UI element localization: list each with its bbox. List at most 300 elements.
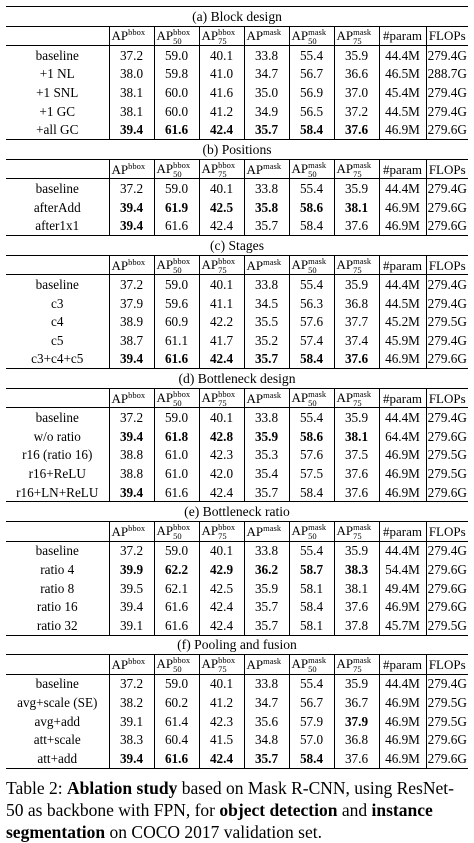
table-cell: 279.5G bbox=[427, 695, 467, 711]
col-header-flops: FLOPs bbox=[426, 388, 468, 408]
col-header-ap-bbox bbox=[109, 388, 154, 408]
caption-bold-detection: object detection bbox=[219, 799, 338, 820]
col-header-ap75-bbox bbox=[199, 655, 244, 675]
col-header-sup: bbox bbox=[128, 256, 146, 267]
table-cell: 46.9M bbox=[379, 483, 426, 502]
col-header-ap75-mask bbox=[334, 159, 379, 179]
table-cell: 60.0 bbox=[154, 83, 199, 102]
table-cell: 45.4M bbox=[379, 83, 426, 102]
table-cell: 42.4 bbox=[199, 597, 244, 616]
table-cell: 33.8 bbox=[244, 275, 289, 294]
table-cell: 39.9 bbox=[109, 560, 154, 579]
table-cell: 37.6 bbox=[334, 749, 379, 768]
table-cell: 46.9M bbox=[379, 464, 426, 483]
table-cell: 37.2 bbox=[109, 275, 154, 294]
col-header-sup: bbox bbox=[173, 26, 191, 37]
col-header-ap50-mask bbox=[289, 522, 334, 542]
col-header-supsub bbox=[218, 655, 242, 675]
row-label: baseline bbox=[6, 541, 109, 560]
col-header-ap-bbox bbox=[109, 255, 154, 275]
table-cell: 34.9 bbox=[244, 102, 289, 121]
table-cell: 55.4 bbox=[289, 46, 334, 65]
row-label: r16 (ratio 16) bbox=[22, 447, 93, 463]
table-cell: 42.4 bbox=[199, 749, 244, 768]
table-row bbox=[6, 464, 468, 483]
col-header-ap: AP bbox=[201, 523, 219, 539]
table-cell: 37.2 bbox=[109, 46, 154, 65]
col-header-ap50-bbox bbox=[154, 522, 199, 542]
table-cell: 41.7 bbox=[199, 331, 244, 350]
table-cell: 59.6 bbox=[154, 294, 199, 313]
col-header-ap: AP bbox=[246, 161, 264, 177]
table-cell: 37.6 bbox=[334, 350, 379, 369]
table-cell: 279.5G bbox=[427, 465, 467, 481]
table-cell: 58.4 bbox=[289, 217, 334, 236]
col-header-sub: 75 bbox=[218, 35, 227, 46]
table-cell: 58.7 bbox=[289, 560, 334, 579]
table-row bbox=[6, 331, 468, 350]
col-header-sub: 50 bbox=[173, 398, 182, 409]
table-cell: 44.5M bbox=[379, 294, 426, 313]
col-header-supsub bbox=[353, 256, 377, 276]
col-header-ap-mask bbox=[244, 388, 289, 408]
col-header-param: #param bbox=[379, 26, 426, 46]
table-cell: 37.0 bbox=[334, 83, 379, 102]
row-label: avg+scale (SE) bbox=[17, 695, 98, 711]
col-header-sup: bbox bbox=[218, 522, 236, 533]
table-cell: 58.4 bbox=[289, 749, 334, 768]
col-header-ap75-bbox bbox=[199, 388, 244, 408]
caption-bold-segmentation: instance segmentation bbox=[6, 799, 433, 842]
col-header-ap50-bbox bbox=[154, 159, 199, 179]
table-cell: 33.8 bbox=[244, 541, 289, 560]
table-cell: 42.2 bbox=[199, 313, 244, 332]
table-cell: 46.9M bbox=[379, 446, 426, 465]
table-cell: 59.8 bbox=[154, 65, 199, 84]
table-cell: 279.6G bbox=[427, 580, 467, 596]
section-title-row bbox=[6, 635, 468, 655]
table-cell: 59.0 bbox=[154, 275, 199, 294]
section-title-row bbox=[6, 369, 468, 389]
table-cell: 279.4G bbox=[426, 179, 468, 198]
caption-text-1: based on Mask R-CNN, using ResNet-50 as backbone with FPN, for bbox=[6, 777, 454, 820]
table-cell: 35.7 bbox=[244, 350, 289, 369]
col-header-supsub bbox=[218, 26, 242, 46]
table-row bbox=[6, 83, 468, 102]
table-cell: 38.1 bbox=[109, 83, 154, 102]
table-cell: 61.6 bbox=[154, 217, 199, 236]
table-cell: 56.7 bbox=[289, 65, 334, 84]
table-cell: 39.4 bbox=[109, 350, 154, 369]
col-header-supsub bbox=[308, 655, 332, 675]
table-cell: 61.8 bbox=[154, 427, 199, 446]
col-header-sup: mask bbox=[308, 522, 327, 533]
table-row bbox=[6, 693, 468, 712]
table-cell: 59.0 bbox=[154, 674, 199, 693]
table-cell: 39.4 bbox=[109, 749, 154, 768]
col-header-sup: bbox bbox=[218, 256, 236, 267]
table-cell: 60.9 bbox=[154, 313, 199, 332]
table-cell: 42.0 bbox=[199, 464, 244, 483]
col-header-supsub bbox=[173, 389, 197, 409]
col-header-supsub bbox=[218, 160, 242, 180]
table-cell: 58.6 bbox=[289, 198, 334, 217]
table-cell: 279.4G bbox=[426, 46, 468, 65]
table-cell: 38.1 bbox=[334, 198, 379, 217]
row-label: ratio 4 bbox=[40, 561, 75, 577]
col-header-supsub bbox=[173, 655, 197, 675]
table-cell: 56.5 bbox=[289, 102, 334, 121]
table-cell: 39.4 bbox=[109, 427, 154, 446]
col-header-sub: 50 bbox=[173, 664, 182, 675]
table-row bbox=[6, 217, 468, 236]
col-header-supsub bbox=[173, 522, 197, 542]
col-header-supsub bbox=[308, 256, 332, 276]
table-cell: 34.7 bbox=[244, 65, 289, 84]
col-header-empty bbox=[6, 159, 109, 179]
row-label: after1x1 bbox=[35, 218, 80, 234]
col-header-empty bbox=[6, 255, 109, 275]
table-cell: 55.4 bbox=[289, 275, 334, 294]
col-header-sup: mask bbox=[308, 26, 327, 37]
col-header-ap: AP bbox=[111, 656, 129, 672]
table-row bbox=[6, 731, 468, 750]
table-cell: 41.5 bbox=[199, 731, 244, 750]
table-cell: 35.6 bbox=[244, 712, 289, 731]
col-header-sup: mask bbox=[263, 655, 282, 666]
col-header-supsub bbox=[218, 522, 242, 542]
section-title: (a) Block design bbox=[6, 7, 468, 27]
table-cell: 34.7 bbox=[244, 693, 289, 712]
col-header-ap: AP bbox=[156, 390, 174, 406]
col-header-ap50-mask bbox=[289, 159, 334, 179]
table-cell: 38.1 bbox=[334, 427, 379, 446]
col-header-ap50-bbox bbox=[154, 255, 199, 275]
table-cell: 37.6 bbox=[334, 464, 379, 483]
col-header-sup: mask bbox=[353, 160, 372, 171]
table-cell: 279.6G bbox=[426, 483, 468, 502]
table-cell: 57.9 bbox=[289, 712, 334, 731]
col-header-supsub bbox=[353, 655, 377, 675]
table-cell: 37.7 bbox=[334, 313, 379, 332]
table-cell: 279.6G bbox=[426, 749, 468, 768]
table-cell: 35.0 bbox=[244, 83, 289, 102]
table-cell: 49.4M bbox=[379, 579, 426, 598]
table-cell: 35.9 bbox=[334, 179, 379, 198]
col-header-empty bbox=[6, 26, 109, 46]
table-cell: 41.6 bbox=[199, 83, 244, 102]
table-cell: 36.8 bbox=[334, 294, 379, 313]
col-header-sub: 50 bbox=[308, 35, 317, 46]
table-cell: 44.4M bbox=[379, 46, 426, 65]
table-cell: 279.6G bbox=[427, 599, 467, 615]
col-header-ap: AP bbox=[291, 161, 309, 177]
table-cell: 40.1 bbox=[199, 46, 244, 65]
table-cell: 38.1 bbox=[334, 579, 379, 598]
table-row bbox=[6, 350, 468, 369]
col-header-sup: mask bbox=[263, 256, 282, 267]
col-header-ap: AP bbox=[111, 161, 129, 177]
table-cell: 279.6G bbox=[427, 428, 467, 444]
caption-bold-ablation: Ablation study bbox=[66, 777, 178, 798]
table-cell: 62.1 bbox=[154, 579, 199, 598]
table-cell: 40.1 bbox=[199, 275, 244, 294]
table-cell: 279.6G bbox=[426, 350, 468, 369]
col-header-sub: 75 bbox=[218, 265, 227, 276]
col-header-ap75-mask bbox=[334, 655, 379, 675]
table-cell: 36.8 bbox=[334, 731, 379, 750]
table-cell: 46.9M bbox=[379, 731, 426, 750]
table-cell: 38.7 bbox=[109, 331, 154, 350]
table-cell: 59.0 bbox=[154, 541, 199, 560]
col-header-sup: bbox bbox=[218, 160, 236, 171]
col-header-ap-bbox bbox=[109, 159, 154, 179]
col-header-ap50-bbox bbox=[154, 655, 199, 675]
table-cell: 37.8 bbox=[334, 616, 379, 635]
col-header-supsub bbox=[353, 160, 377, 180]
table-cell: 46.9M bbox=[379, 693, 426, 712]
table-cell: 54.4M bbox=[379, 560, 426, 579]
col-header-ap: AP bbox=[201, 656, 219, 672]
table-cell: 46.5M bbox=[379, 65, 426, 84]
col-header-sup: bbox bbox=[173, 522, 191, 533]
column-header-row bbox=[6, 159, 468, 179]
table-row bbox=[6, 102, 468, 121]
table-cell: 279.6G bbox=[426, 217, 468, 236]
col-header-sub: 50 bbox=[173, 35, 182, 46]
col-header-ap: AP bbox=[246, 523, 264, 539]
table-cell: 279.4G bbox=[427, 85, 467, 101]
table-cell: 55.4 bbox=[289, 674, 334, 693]
table-cell: 42.8 bbox=[199, 427, 244, 446]
col-header-param: #param bbox=[379, 655, 426, 675]
col-header-sub: 75 bbox=[218, 531, 227, 542]
table-cell: 279.5G bbox=[427, 713, 467, 729]
col-header-ap50-mask bbox=[289, 388, 334, 408]
col-header-sup: bbox bbox=[128, 655, 146, 666]
col-header-empty bbox=[6, 655, 109, 675]
table-cell: 279.6G bbox=[427, 732, 467, 748]
col-header-sub: 75 bbox=[353, 35, 362, 46]
table-cell: 279.5G bbox=[426, 616, 468, 635]
table-cell: 56.3 bbox=[289, 294, 334, 313]
table-cell: 38.0 bbox=[109, 65, 154, 84]
col-header-sub: 75 bbox=[353, 265, 362, 276]
col-header-ap: AP bbox=[156, 656, 174, 672]
col-header-sup: bbox bbox=[173, 256, 191, 267]
table-cell: 44.4M bbox=[379, 275, 426, 294]
caption-text-3: on COCO 2017 validation set. bbox=[105, 821, 322, 842]
row-label: avg+add bbox=[34, 713, 81, 729]
table-cell: 279.4G bbox=[426, 275, 468, 294]
col-header-flops: FLOPs bbox=[426, 159, 468, 179]
table-cell: 39.1 bbox=[109, 616, 154, 635]
col-header-supsub bbox=[353, 522, 377, 542]
row-label: baseline bbox=[6, 46, 109, 65]
table-cell: 37.6 bbox=[334, 597, 379, 616]
table-cell: 56.9 bbox=[289, 83, 334, 102]
column-header-row bbox=[6, 388, 468, 408]
table-cell: 38.3 bbox=[334, 560, 379, 579]
col-header-ap: AP bbox=[291, 27, 309, 43]
table-cell: 45.7M bbox=[379, 616, 426, 635]
col-header-supsub bbox=[353, 389, 377, 409]
col-header-ap: AP bbox=[111, 523, 129, 539]
table-cell: 40.1 bbox=[199, 179, 244, 198]
table-cell: 58.4 bbox=[289, 597, 334, 616]
table-cell: 42.5 bbox=[199, 198, 244, 217]
table-row bbox=[6, 446, 468, 465]
table-row bbox=[6, 427, 468, 446]
table-row bbox=[6, 597, 468, 616]
table-cell: 44.4M bbox=[379, 408, 426, 427]
table-cell: 38.9 bbox=[109, 313, 154, 332]
table-cell: 42.5 bbox=[199, 579, 244, 598]
table-cell: 279.6G bbox=[427, 561, 467, 577]
table-cell: 35.9 bbox=[334, 408, 379, 427]
col-header-sup: bbox bbox=[128, 389, 146, 400]
col-header-sup: bbox bbox=[218, 655, 236, 666]
table-cell: 61.6 bbox=[154, 749, 199, 768]
table-cell: 45.9M bbox=[379, 331, 426, 350]
col-header-ap75-bbox bbox=[199, 26, 244, 46]
table-cell: 46.9M bbox=[379, 121, 426, 140]
table-cell: 44.5M bbox=[379, 102, 426, 121]
table-cell: 39.4 bbox=[109, 483, 154, 502]
table-cell: 61.9 bbox=[154, 198, 199, 217]
table-cell: 46.9M bbox=[379, 597, 426, 616]
table-cell: 37.9 bbox=[334, 712, 379, 731]
col-header-ap: AP bbox=[291, 257, 309, 273]
table-cell: 279.5G bbox=[427, 314, 467, 330]
table-cell: 61.6 bbox=[154, 616, 199, 635]
table-cell: 288.7G bbox=[427, 66, 467, 82]
row-label: att+add bbox=[6, 749, 109, 768]
table-cell: 44.4M bbox=[379, 179, 426, 198]
col-header-ap: AP bbox=[291, 390, 309, 406]
table-cell: 37.6 bbox=[334, 217, 379, 236]
table-cell: 35.7 bbox=[244, 483, 289, 502]
table-row bbox=[6, 749, 468, 768]
table-cell: 39.4 bbox=[109, 597, 154, 616]
col-header-sup: bbox bbox=[173, 655, 191, 666]
col-header-ap-mask bbox=[244, 255, 289, 275]
table-cell: 41.2 bbox=[199, 693, 244, 712]
table-cell: 35.9 bbox=[244, 579, 289, 598]
caption-prefix: Table 2: bbox=[6, 777, 67, 798]
table-cell: 37.6 bbox=[334, 121, 379, 140]
table-cell: 38.3 bbox=[109, 731, 154, 750]
table-cell: 45.2M bbox=[379, 313, 426, 332]
table-row bbox=[6, 541, 468, 560]
row-label: ratio 32 bbox=[36, 617, 78, 633]
col-header-sup: mask bbox=[353, 256, 372, 267]
table-cell: 61.1 bbox=[154, 331, 199, 350]
table-cell: 35.7 bbox=[244, 217, 289, 236]
table-cell: 37.4 bbox=[334, 331, 379, 350]
table-cell: 60.2 bbox=[154, 693, 199, 712]
table-row bbox=[6, 121, 468, 140]
row-label: c3+c4+c5 bbox=[31, 351, 84, 367]
col-header-sup: mask bbox=[353, 655, 372, 666]
table-cell: 35.9 bbox=[334, 674, 379, 693]
col-header-sup: mask bbox=[308, 160, 327, 171]
caption-text-2: and bbox=[337, 799, 372, 820]
col-header-ap-mask bbox=[244, 26, 289, 46]
col-header-ap: AP bbox=[336, 523, 354, 539]
section-title: (e) Bottleneck ratio bbox=[6, 502, 468, 522]
col-header-flops: FLOPs bbox=[426, 655, 468, 675]
table-cell: 34.8 bbox=[244, 731, 289, 750]
section-title-row bbox=[6, 502, 468, 522]
table-cell: 46.9M bbox=[379, 712, 426, 731]
col-header-flops: FLOPs bbox=[426, 522, 468, 542]
col-header-sup: bbox bbox=[128, 27, 146, 38]
column-header-row bbox=[6, 255, 468, 275]
column-header-row bbox=[6, 26, 468, 46]
row-label: afterAdd bbox=[33, 199, 81, 215]
table-row bbox=[6, 560, 468, 579]
table-row bbox=[6, 198, 468, 217]
col-header-ap: AP bbox=[156, 161, 174, 177]
col-header-sub: 50 bbox=[308, 265, 317, 276]
col-header-flops: FLOPs bbox=[426, 26, 468, 46]
col-header-sup: mask bbox=[263, 160, 282, 171]
col-header-ap: AP bbox=[291, 656, 309, 672]
table-cell: 62.2 bbox=[154, 560, 199, 579]
col-header-sup: mask bbox=[308, 389, 327, 400]
col-header-sub: 50 bbox=[308, 169, 317, 180]
table-cell: 279.4G bbox=[427, 103, 467, 119]
table-cell: 35.9 bbox=[334, 46, 379, 65]
table-cell: 46.9M bbox=[379, 749, 426, 768]
col-header-sup: bbox bbox=[128, 160, 146, 171]
col-header-ap: AP bbox=[336, 656, 354, 672]
col-header-sub: 75 bbox=[218, 664, 227, 675]
table-cell: 35.9 bbox=[334, 275, 379, 294]
section-title: (f) Pooling and fusion bbox=[6, 635, 468, 655]
table-cell: 35.7 bbox=[244, 749, 289, 768]
col-header-sub: 50 bbox=[173, 531, 182, 542]
table-cell: 37.2 bbox=[109, 674, 154, 693]
col-header-ap: AP bbox=[201, 257, 219, 273]
table-cell: 42.4 bbox=[199, 616, 244, 635]
table-cell: 61.6 bbox=[154, 597, 199, 616]
row-label: +1 GC bbox=[39, 103, 76, 119]
col-header-sup: bbox bbox=[128, 522, 146, 533]
col-header-sup: mask bbox=[308, 256, 327, 267]
table-row bbox=[6, 674, 468, 693]
table-row bbox=[6, 408, 468, 427]
col-header-ap: AP bbox=[336, 257, 354, 273]
table-cell: 37.9 bbox=[109, 294, 154, 313]
table-cell: 36.7 bbox=[334, 693, 379, 712]
col-header-sub: 75 bbox=[218, 169, 227, 180]
table-cell: 33.8 bbox=[244, 46, 289, 65]
table-row bbox=[6, 712, 468, 731]
table-cell: 39.1 bbox=[109, 712, 154, 731]
table-cell: 44.4M bbox=[379, 541, 426, 560]
row-label: ratio 16 bbox=[36, 599, 78, 615]
table-cell: 33.8 bbox=[244, 408, 289, 427]
col-header-supsub bbox=[308, 26, 332, 46]
col-header-ap: AP bbox=[246, 390, 264, 406]
col-header-ap: AP bbox=[201, 390, 219, 406]
row-label: baseline bbox=[6, 674, 109, 693]
table-cell: 57.5 bbox=[289, 464, 334, 483]
table-cell: 33.8 bbox=[244, 179, 289, 198]
table-cell: 42.4 bbox=[199, 350, 244, 369]
